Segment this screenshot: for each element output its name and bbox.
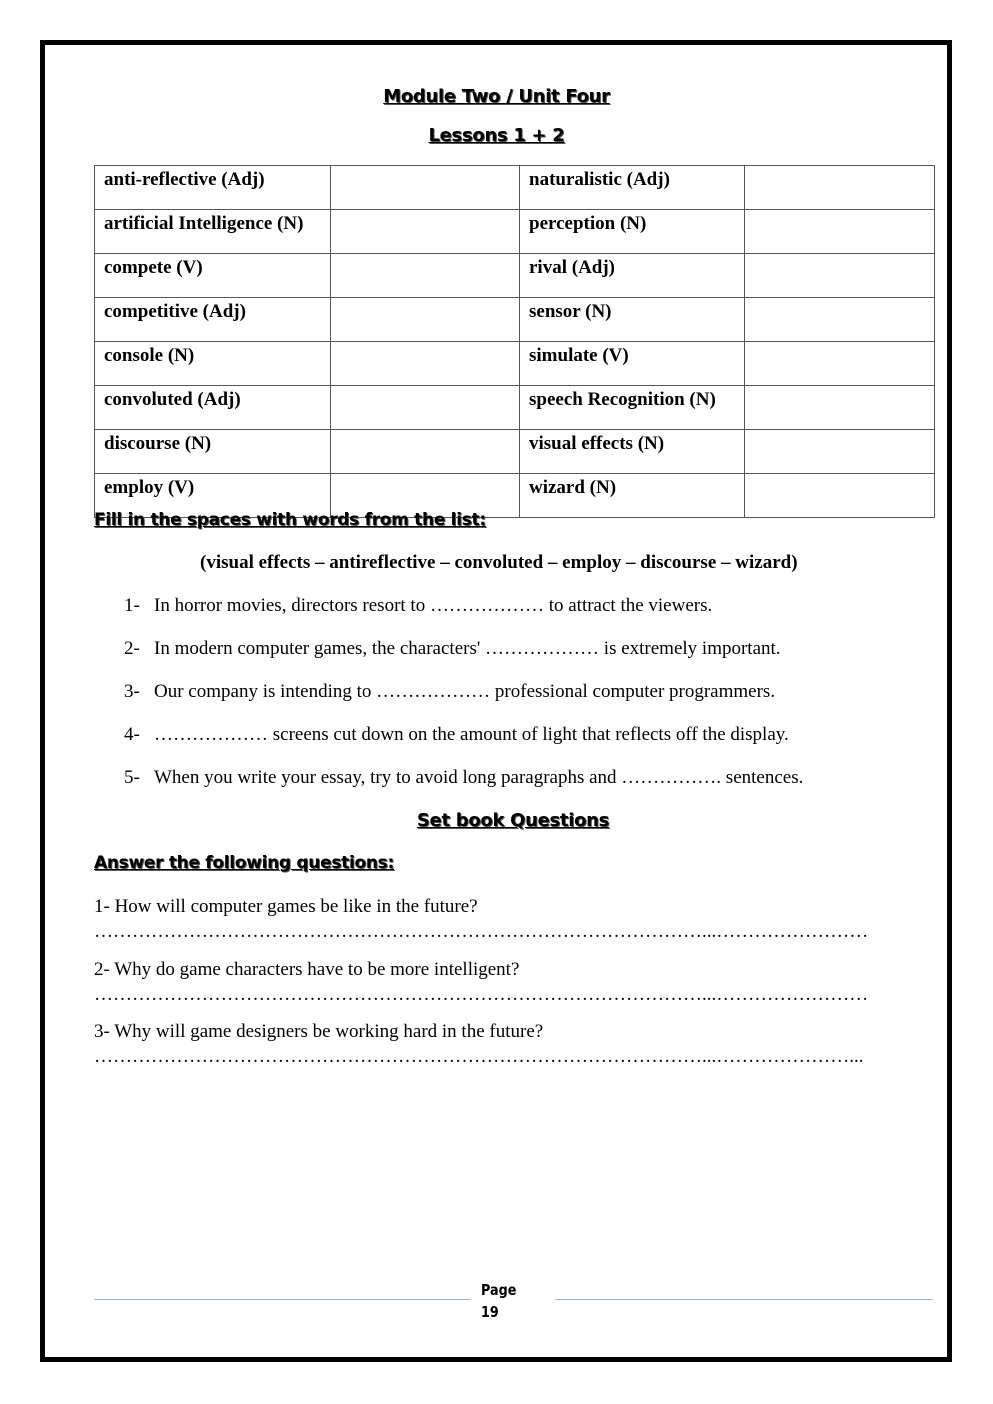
vocab-word: naturalistic (Adj) <box>520 166 745 210</box>
footer-divider-left <box>94 1299 471 1300</box>
module-title: Module Two / Unit Four <box>383 86 610 107</box>
meaning-cell[interactable] <box>331 386 520 430</box>
sentence-number: 2- <box>124 638 140 659</box>
meaning-cell[interactable] <box>331 254 520 298</box>
question: 1- How will computer games be like in the future? <box>94 896 478 917</box>
sentence-number: 5- <box>124 767 140 788</box>
fill-in-sentence <box>124 638 781 660</box>
meaning-cell[interactable] <box>331 342 520 386</box>
table-row <box>95 298 935 342</box>
vocab-word: artificial Intelligence (N) <box>95 210 331 254</box>
sentence-text: In horror movies, directors resort to ……………… to attract the viewers. <box>154 595 713 616</box>
vocab-word: simulate (V) <box>520 342 745 386</box>
vocab-word: visual effects (N) <box>520 430 745 474</box>
answer-line[interactable]: ……………………………………………………………………………………...…………………… <box>94 921 869 942</box>
meaning-cell[interactable] <box>745 166 935 210</box>
sentence-text: In modern computer games, the characters' ……………… is extremely important. <box>154 638 781 659</box>
fill-in-sentence <box>124 681 775 703</box>
question: 3- Why will game designers be working hard in the future? <box>94 1021 544 1042</box>
meaning-cell[interactable] <box>745 254 935 298</box>
lessons-title: Lessons 1 + 2 <box>428 125 565 146</box>
table-row <box>95 254 935 298</box>
table-row <box>95 342 935 386</box>
fill-in-sentence <box>124 595 712 617</box>
table-row <box>95 210 935 254</box>
question: 2- Why do game characters have to be more intelligent? <box>94 959 520 980</box>
table-row <box>95 386 935 430</box>
page-label-text: Page <box>481 1281 517 1299</box>
set-book-heading: Set book Questions <box>416 810 610 831</box>
table-row <box>95 166 935 210</box>
vocab-word: rival (Adj) <box>520 254 745 298</box>
vocab-word: convoluted (Adj) <box>95 386 331 430</box>
vocab-word: competitive (Adj) <box>95 298 331 342</box>
sentence-number: 4- <box>124 724 140 745</box>
meaning-cell[interactable] <box>745 210 935 254</box>
fill-in-heading: Fill in the spaces with words from the list: <box>94 510 486 530</box>
vocab-word: console (N) <box>95 342 331 386</box>
answer-questions-heading: Answer the following questions: <box>94 853 394 873</box>
vocab-word: anti-reflective (Adj) <box>95 166 331 210</box>
sentence-number: 1- <box>124 595 140 616</box>
sentence-number: 3- <box>124 681 140 702</box>
sentence-text: Our company is intending to ……………… professional computer programmers. <box>154 681 776 702</box>
footer-divider-right <box>555 1299 933 1300</box>
answer-line[interactable]: ……………………………………………………………………………………...…………………… <box>94 984 869 1005</box>
fill-in-sentence <box>124 767 803 789</box>
meaning-cell[interactable] <box>745 474 935 518</box>
page-number-value: 19 <box>481 1303 499 1321</box>
meaning-cell[interactable] <box>331 298 520 342</box>
meaning-cell[interactable] <box>745 430 935 474</box>
word-list: (visual effects – antireflective – convoluted – employ – discourse – wizard) <box>200 552 798 573</box>
vocab-word: discourse (N) <box>95 430 331 474</box>
vocabulary-table <box>94 165 935 518</box>
vocab-word: perception (N) <box>520 210 745 254</box>
table-row <box>95 430 935 474</box>
meaning-cell[interactable] <box>745 386 935 430</box>
fill-in-sentence <box>124 724 789 746</box>
answer-line[interactable]: ……………………………………………………………………………………...…………………... <box>94 1046 864 1067</box>
page-number <box>481 1279 516 1323</box>
meaning-cell[interactable] <box>331 430 520 474</box>
meaning-cell[interactable] <box>745 298 935 342</box>
sentence-text: When you write your essay, try to avoid long paragraphs and ……………. sentences. <box>154 767 804 788</box>
vocab-word: compete (V) <box>95 254 331 298</box>
vocab-word: employ (V) <box>95 474 331 518</box>
vocab-word: wizard (N) <box>520 474 745 518</box>
vocab-word: speech Recognition (N) <box>520 386 745 430</box>
sentence-text: ……………… screens cut down on the amount of light that reflects off the display. <box>154 724 789 745</box>
vocab-word: sensor (N) <box>520 298 745 342</box>
meaning-cell[interactable] <box>331 210 520 254</box>
meaning-cell[interactable] <box>745 342 935 386</box>
meaning-cell[interactable] <box>331 166 520 210</box>
